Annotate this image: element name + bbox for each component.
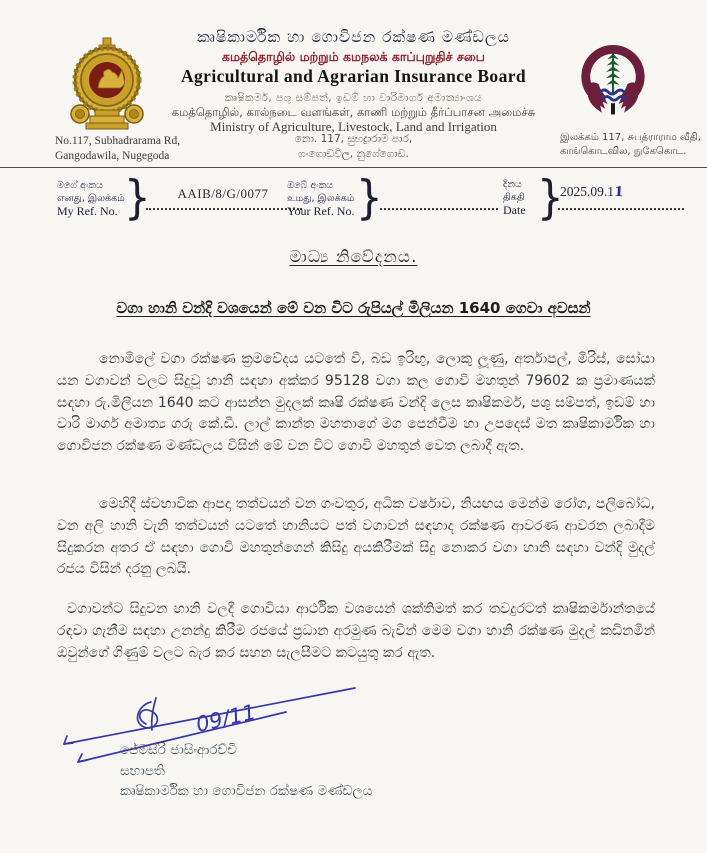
signature-date-text: 09/11 [193, 699, 259, 737]
my-ref-brace: } [124, 170, 151, 225]
org-name-sinhala: කෘෂිකාර්මික හා ගොවිජන රක්ෂණ මණ්ඩලය [197, 28, 510, 46]
header-divider-line [0, 167, 707, 168]
date-label-english: Date [503, 203, 526, 217]
signatory-designation: සභාපති [120, 762, 165, 779]
paragraph-2: මෙහිදී ස්වභාවික ආපදා තත්වයන් වන ගංවතුර, අධික වර්ෂාව, නියඟය මෙන්ම රෝග, පලිබෝධ, වන අලි හානි වැනි තත්වයන් යටතේ හානියට පත් වගාවන් සඳහාද රක්ෂණ ආවරණ ආවරන ලබාදීම සිදුකරන අතර ඒ සඳහා ගොවි මහතුන්ගෙන් කිසිදු අයකිරීමක් සිදු නොකර වගා හානි සඳහා වන්දි මුදල් රජය විසින් දරනු ලබයි. [57, 496, 655, 578]
my-ref-label-tamil: எனது, இலக்கம் [57, 193, 125, 204]
date-handwritten-digit: 1 [613, 183, 624, 201]
date-labels [503, 178, 526, 217]
your-ref-label-english: Your Ref. No. [287, 204, 355, 218]
letter-subtitle: වගා හානි වන්දි වශයෙන් මේ වන විට රුපියල් මිලියන 1640 ගෙවා අවසන් [116, 299, 591, 317]
address-english-line1: No.117, Subhadrarama Rd, [55, 135, 181, 147]
my-ref-value: AAIB/8/G/0077 [177, 186, 269, 201]
my-ref-dotted-line [146, 208, 302, 210]
your-ref-labels [287, 179, 354, 218]
signatory-name: ජේමසිරි ජාසිංආරච්චි [120, 742, 237, 758]
org-name-tamil: கமத்தொழில் மற்றும் கமநலக் காப்புறுதிச் சபை [221, 49, 485, 64]
address-sinhala-line2: ගංගොඩවිල, නුගේගොඩ. [298, 148, 409, 160]
address-tamil-line2: காங்கொடவில, நுகேகொட. [560, 146, 687, 157]
date-label-sinhala: දිනය [503, 179, 522, 190]
ministry-name-sinhala: කෘෂිකර්ම, පශු සම්පත්, ඉඩම් හා වාරිමාර්ග අමාත්‍යාංශය [224, 92, 483, 104]
my-ref-label-sinhala: මගේ අංකය [57, 180, 103, 191]
your-ref-label-tamil: உமது, இலக்கம் [287, 193, 355, 204]
paragraph-1: නොමිලේ වගා රක්ෂණ ක්‍රමවේදය යටතේ වී, බඩ ඉරිඟු, ලොකු ලූණු, අර්තාපල්, මිරිස්, සෝයා යන වගාවන් වලට සිදුවූ හානි සඳහා අක්කර 95128 වගා කල ගොවි මහතුන් 79602 ක ප්‍රමාණයක් සඳහා රු.මිලියන 1640 කට ආසන්න මුදලක් කෘෂි රක්ෂණ වන්දි ලෙස කෘෂිකර්ම, පශු සම්පත්, ඉඩම් හා වාරි මාර්ග අමාත්‍ය ගරු කේ.ඩී. ලාල් කාන්ත මහතාගේ මග පෙන්වීම හා උපදෙස් මත කෘෂිකාර්මික හා ගොවිජන රක්ෂණ මණ්ඩලය විසින් මේ වන විට ගොවි මහතුන් වෙත ලබාදී ඇත. [57, 351, 655, 455]
date-value [560, 184, 623, 201]
paragraph-3: වගාවන්ට සිදුවන හානි වලදී ගොවියා ආර්ථික වශයෙන් ශක්තිමත් කර තවදුරටත් කෘෂිකර්මාන්තයේ රඳවා ගැනීම සඳහා උනන්දු කිරීම රජයේ ප්‍රධාන අරමුණ බැවින් මෙම වගා හානි රක්ෂණ මුදල් කඩිනමින් ඔවුන්ගේ ගිණුම් වලට බැර කර සහන සැලසීමට කටයුතු කර ඇත. [57, 601, 655, 661]
your-ref-brace: } [356, 170, 383, 225]
ministry-name-tamil: கமத்தொழில், கால்நடை வளங்கள், காணி மற்றும் தீர்ப்பாசன அமைச்சு [171, 105, 536, 119]
date-printed: 2025.09.1 [560, 184, 614, 199]
your-ref-dotted-line [380, 208, 498, 210]
address-tamil-line1: இலக்கம் 117, சுபத்ராராம வீதி, [560, 132, 701, 143]
address-sinhala-line1: නො. 117, සුභද්‍රාරාම පාර, [294, 133, 413, 145]
your-ref-label-sinhala: ඔබේ අංකය [287, 180, 334, 191]
date-label-tamil: திகதி [503, 192, 525, 203]
date-brace: } [537, 170, 564, 225]
date-dotted-line [558, 208, 684, 210]
my-ref-labels [57, 179, 125, 218]
signatory-block [120, 740, 372, 802]
ministry-name-english: Ministry of Agriculture, Livestock, Land and Irrigation [210, 119, 497, 134]
org-name-english: Agricultural and Agrarian Insurance Board [180, 66, 527, 86]
signatory-organization: කෘෂිකාර්මික හා ගොවිජන රක්ෂණ මණ්ඩලය [120, 783, 373, 799]
letter-title: මාධ්‍ය නිවේදනය. [289, 247, 418, 266]
address-tamil [560, 131, 707, 159]
my-ref-label-english: My Ref. No. [57, 204, 118, 218]
address-english-line2: Gangodawila, Nugegoda [55, 150, 170, 162]
